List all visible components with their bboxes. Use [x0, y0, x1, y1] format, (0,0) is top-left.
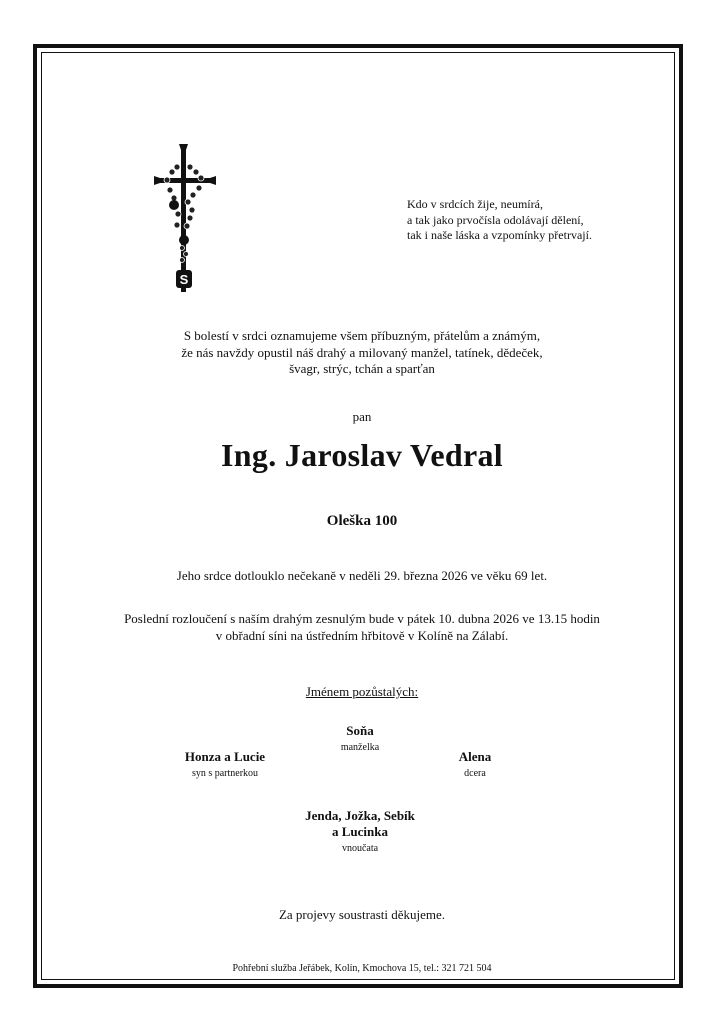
relative-role: syn s partnerkou — [191, 768, 259, 779]
funeral-line: v obřadní síni na ústředním hřbitově v Kolíně na Zálabí. — [215, 627, 509, 643]
relative-name: Soňa — [346, 723, 374, 738]
relative-name: Honza a Lucie — [184, 749, 266, 764]
memorial-quote — [407, 197, 592, 244]
announcement-line: švagr, strýc, tchán a sparťan — [289, 361, 435, 376]
announcement-line: že nás navždy opustil náš drahý a milovaný manžel, tatínek, dědeček, — [181, 344, 543, 360]
quote-line: Kdo v srdcích žije, neumírá, — [407, 197, 543, 211]
relative-name: Jenda, Jožka, Sebík — [305, 808, 415, 823]
relative-alena — [420, 749, 530, 779]
relative-role: manželka — [340, 742, 380, 753]
relative-role: dcera — [464, 768, 486, 779]
funeral-info — [60, 611, 664, 644]
deceased-name: Ing. Jaroslav Vedral — [221, 437, 503, 473]
thanks-line: Za projevy soustrasti děkujeme. — [278, 907, 446, 922]
relative-grandchildren — [260, 808, 460, 854]
svg-text:S: S — [179, 272, 189, 287]
relative-sona — [300, 723, 420, 753]
cross-with-rosary-icon — [152, 142, 218, 299]
quote-line: a tak jako prvočísla odolávají dělení, — [407, 212, 584, 227]
relative-name: a Lucinka — [332, 824, 388, 839]
relative-role: vnoučata — [341, 843, 379, 854]
deceased-address: Oleška 100 — [326, 513, 398, 529]
relative-honza — [150, 749, 300, 779]
announcement-line: S bolestí v srdci oznamujeme všem příbuzným, přátelům a známým, — [183, 328, 541, 343]
on-behalf-heading — [60, 684, 664, 700]
quote-line: tak i naše láska a vzpomínky přetrvají. — [407, 228, 592, 242]
death-notice: Jeho srdce dotlouklo nečekaně v neděli 29. března 2026 ve věku 69 let. — [176, 568, 548, 583]
announcement-text — [60, 328, 664, 378]
on-behalf-label: Jménem pozůstalých: — [305, 684, 419, 699]
funeral-line: Poslední rozloučení s naším drahým zesnulým bude v pátek 10. dubna 2026 ve 13.15 hodin — [124, 611, 600, 626]
title-word: pan — [352, 409, 372, 424]
funeral-service-footer: Pohřební služba Jeřábek, Kolín, Kmochova 15, tel.: 321 721 504 — [232, 963, 492, 974]
relative-name: Alena — [458, 749, 492, 764]
